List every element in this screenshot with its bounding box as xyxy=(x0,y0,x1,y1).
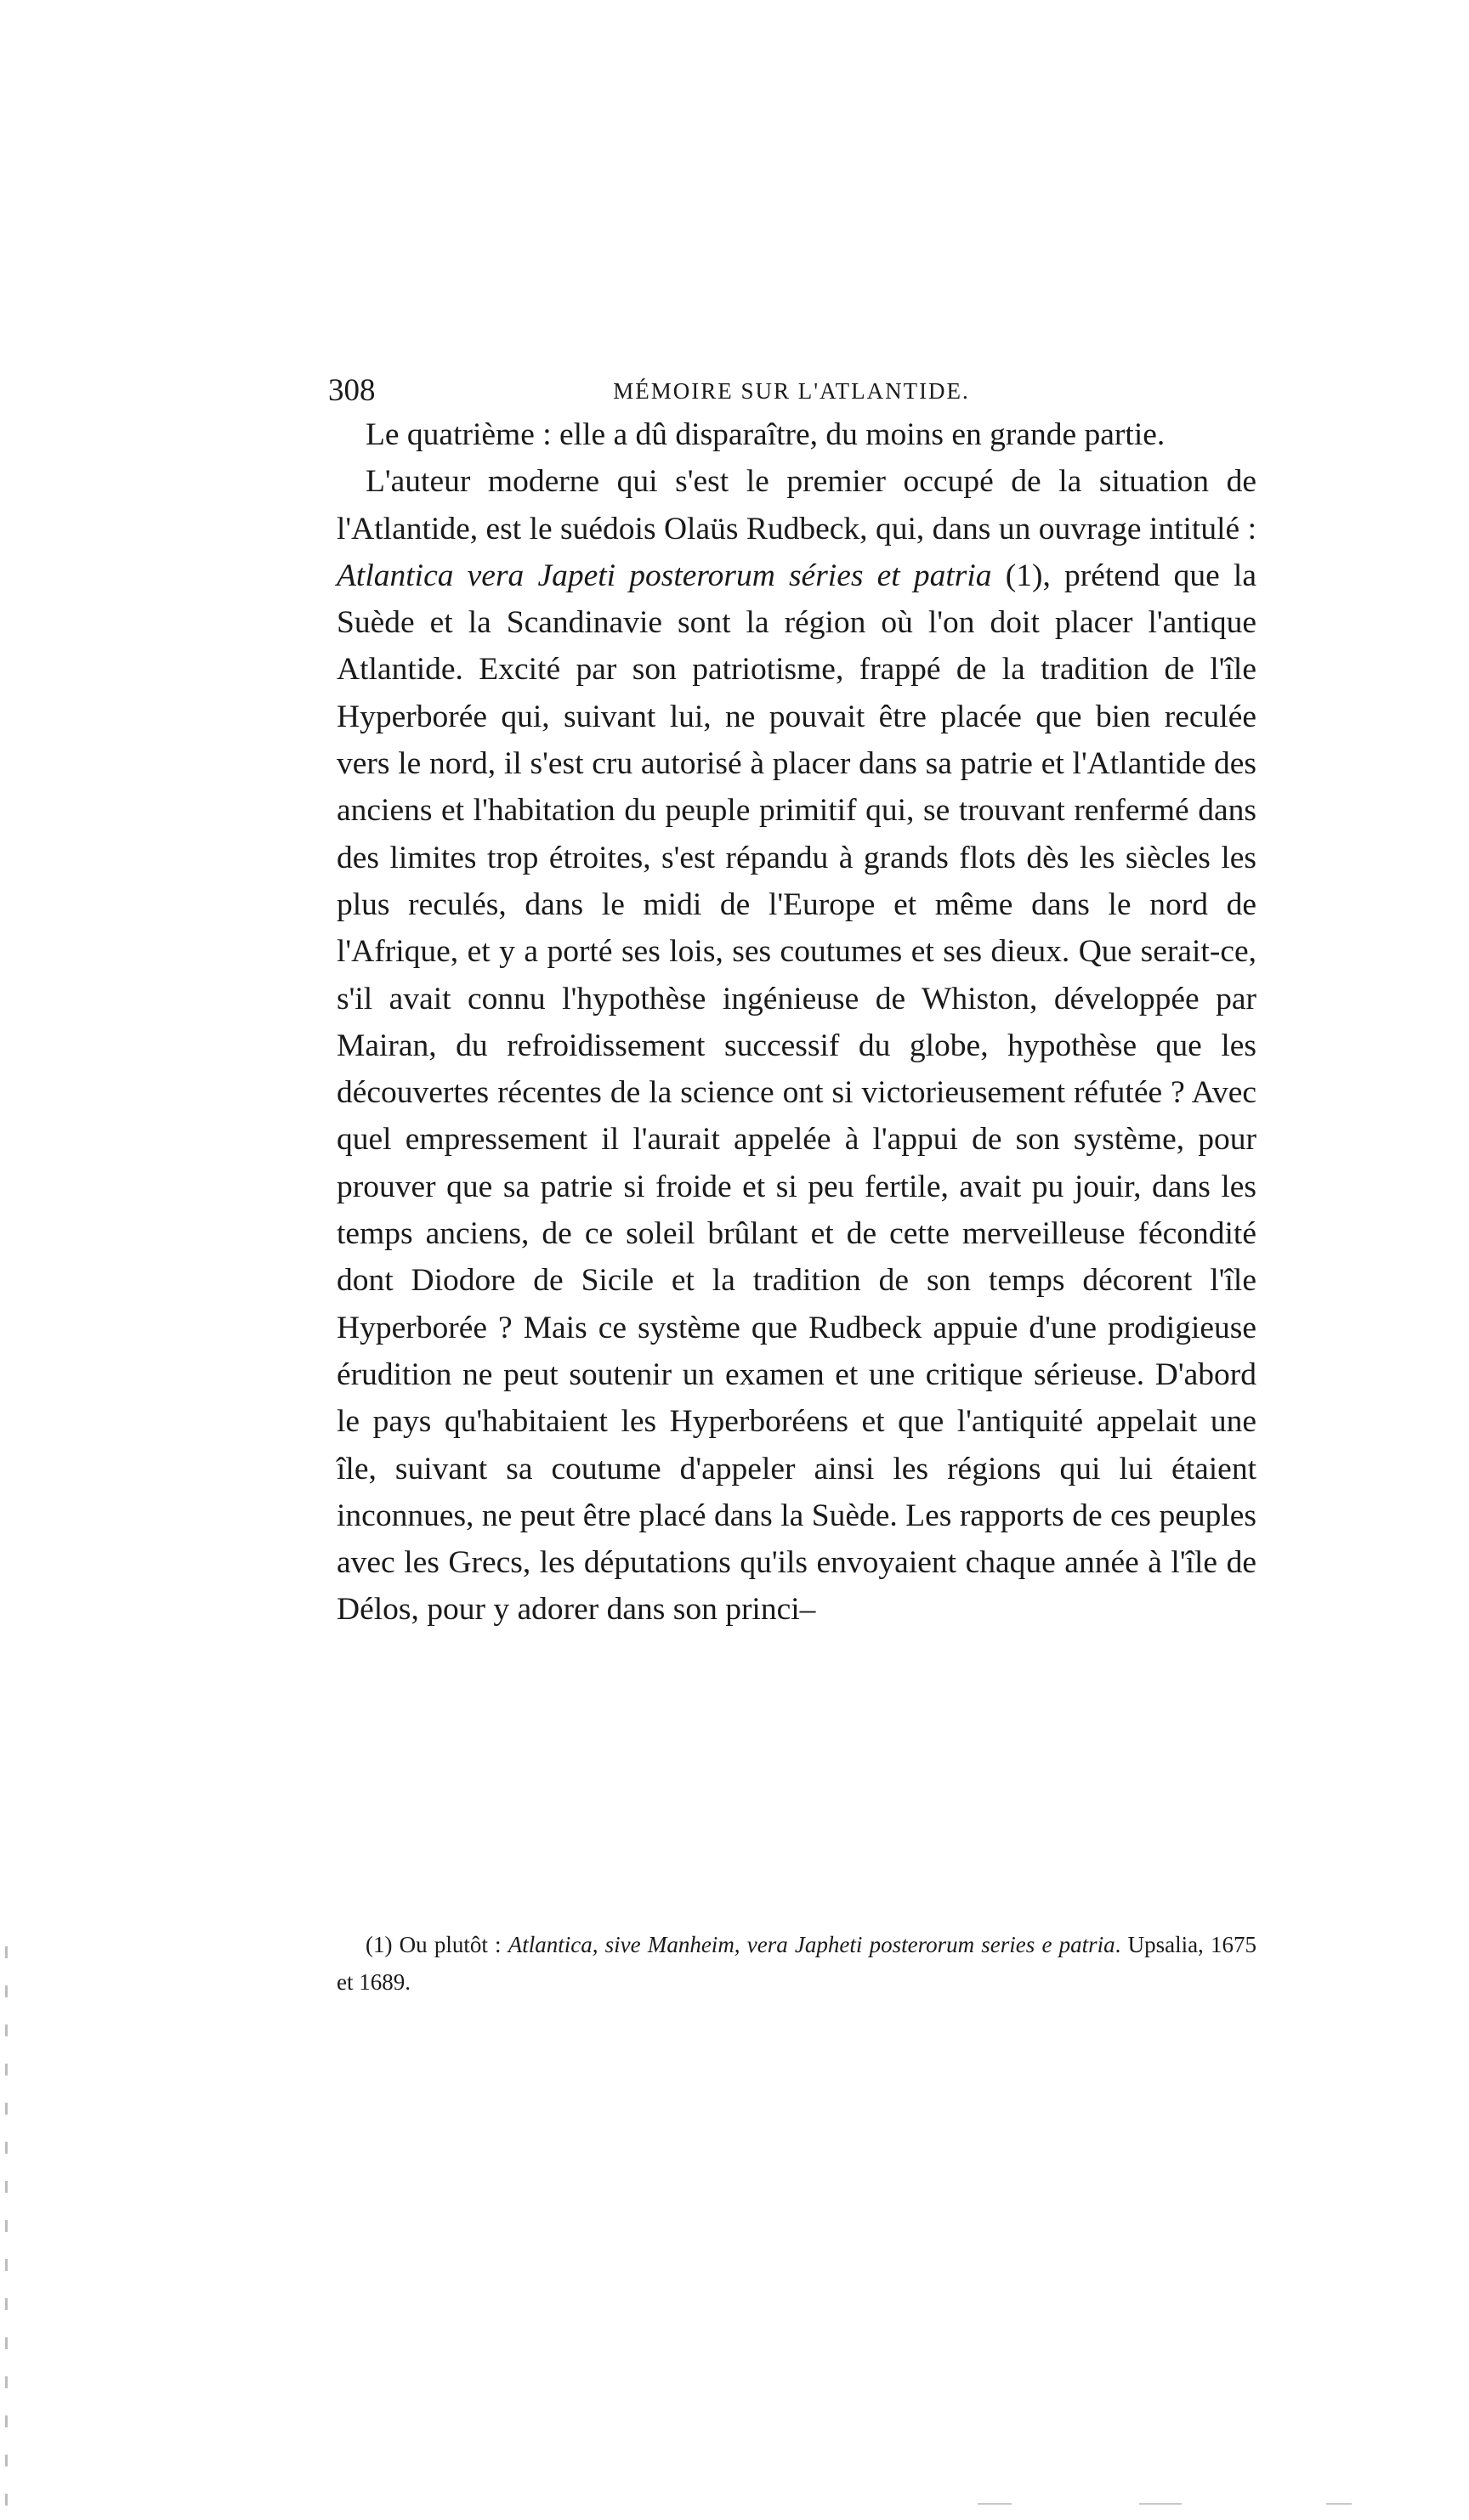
footnote-text xyxy=(337,1926,1256,2001)
paragraph-2 xyxy=(337,458,1256,1633)
paragraph-1: Le quatrième : elle a dû disparaître, du moins en grande partie. xyxy=(366,417,1166,452)
scan-mark xyxy=(978,2503,1012,2505)
footnote-intro: Ou plutôt : xyxy=(392,1932,508,1957)
cited-work-title: Atlantica vera Japeti posterorum séries et patria xyxy=(337,558,992,593)
footnote xyxy=(337,1926,1256,2001)
paragraph-2-rest: (1), prétend que la Suède et la Scandinavie sont la région où l'on doit placer l'antique Atlantide. Excité par son patriotisme, frappé de la tradition de l'île Hyperborée qui, suivant lui, ne pouvait être placée que bien reculée vers le nord, il s'est cru autorisé à placer dans sa patrie et l'Atlantide des anciens et l'habitation du peuple primitif qui, se trouvant renfermé dans des limites trop étroites, s'est répandu à grands flots dès les siècles les plus reculés, dans le midi de l'Europe et même dans le nord de l'Afrique, et y a porté ses lois, ses coutumes et ses dieux. Que serait-ce, s'il avait connu l'hypothèse ingénieuse de Whiston, développée par Mairan, du refroidissement successif du globe, hypothèse que les découvertes récentes de la science ont si victorieusement réfutée ? Avec quel empressement il l'aurait appelée à l'appui de son système, pour prouver que sa patrie si froide et si peu fertile, avait pu jouir, dans les temps anciens, de ce soleil brûlant et de cette merveilleuse fécondité dont Diodore de Sicile et la tradition de son temps décorent l'île Hyperborée ? Mais ce système que Rudbeck appuie d'une prodigieuse érudition ne peut soutenir un examen et une critique sérieuse. D'abord le pays qu'habitaient les Hyperboréens et que l'antiquité appelait une île, suivant sa coutume d'appeler ainsi les régions qui lui étaient inconnues, ne peut être placé dans la Suède. Les rapports de ces peuples avec les Grecs, les députations qu'ils envoyaient chaque année à l'île de Délos, pour y adorer dans son princi– xyxy=(337,558,1256,1628)
scan-mark xyxy=(1139,2503,1182,2505)
footnote-rest: . Upsalia, 1675 et 1689. xyxy=(337,1932,1256,1995)
footnote-title: Atlantica, sive Manheim, vera Japheti posterorum series e patria xyxy=(508,1932,1115,1957)
paragraph-2-intro: L'auteur moderne qui s'est le premier occupé de la situation de l'Atlantide, est le suédois Olaüs Rudbeck, qui, dans un ouvrage intitulé : xyxy=(337,464,1256,546)
body-text xyxy=(337,411,1256,1634)
footnote-marker: (1) xyxy=(366,1932,393,1957)
page-number: 308 xyxy=(328,373,376,408)
scan-edge-marks xyxy=(5,1946,8,2507)
running-title: MÉMOIRE SUR L'ATLANTIDE. xyxy=(613,378,970,404)
scan-mark xyxy=(1326,2503,1352,2505)
page-header xyxy=(328,365,1255,416)
